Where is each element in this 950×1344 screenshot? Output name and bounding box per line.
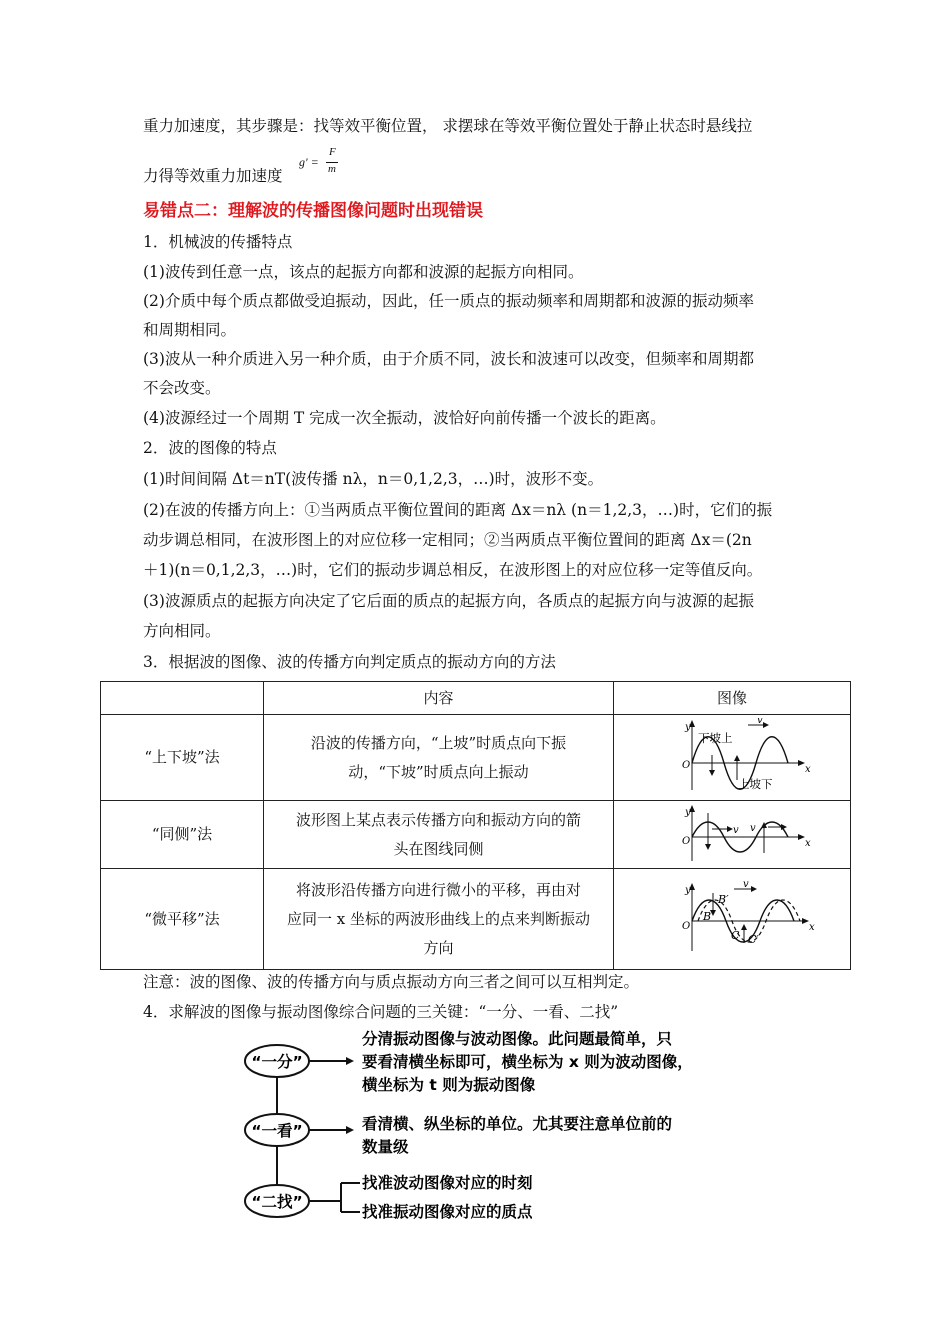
y-label: y <box>685 806 691 818</box>
point-c-label: C <box>731 929 740 942</box>
item1-p2-l1: (2)介质中每个质点都做受迫振动，因此，任一质点的振动频率和周期都和波源的振动频率 <box>143 292 754 310</box>
table-row <box>101 715 851 801</box>
node-one-split-label: “一分” <box>251 1053 303 1071</box>
item2-p1: (1)时间间隔 Δt＝nT(波传播 nλ，n＝0,1,2,3，…)时，波形不变。 <box>143 470 604 488</box>
v-label: v <box>743 879 749 890</box>
item2-p3-l2: 方向相同。 <box>143 622 221 640</box>
text1-line2: 要看清横坐标即可，横坐标为 x 则为波动图像， <box>362 1053 693 1071</box>
y-label: y <box>685 721 691 733</box>
text1-line3: 横坐标为 t 则为振动图像 <box>362 1076 536 1094</box>
arrow-head <box>346 1057 354 1065</box>
x-label: x <box>805 763 811 775</box>
content-line: 波形图上某点表示传播方向和振动方向的箭 <box>295 810 581 829</box>
section-heading: 易错点二：理解波的传播图像问题时出现错误 <box>143 201 483 221</box>
three-keys-diagram <box>236 1026 736 1232</box>
item3-title: 3．根据波的图像、波的传播方向判定质点的振动方向的方法 <box>143 653 556 671</box>
item4-title: 4．求解波的图像与振动图像综合问题的三关键：“一分、一看、二找” <box>143 1003 619 1021</box>
vibration-arrow-head <box>761 822 767 828</box>
table-row <box>101 869 851 970</box>
x-axis-arrow <box>798 834 805 840</box>
velocity-arrow-head <box>751 886 757 892</box>
content-line: 头在图线同侧 <box>393 839 484 858</box>
upslope-label: 上坡下 <box>738 776 773 791</box>
velocity-arrow-head <box>763 722 769 728</box>
x-axis-arrow <box>802 918 809 924</box>
header-cell-empty <box>101 682 264 715</box>
method-content <box>264 869 614 970</box>
content-line: 应同一 x 坐标的两波形曲线上的点来判断振动 <box>287 909 590 928</box>
method-content <box>264 715 614 801</box>
note-line: 注意：波的图像、波的传播方向与质点振动方向三者之间可以互相判定。 <box>143 973 640 991</box>
method-table <box>100 681 851 970</box>
node-one-look-label: “一看” <box>251 1122 303 1140</box>
origin-label: O <box>682 921 691 932</box>
method-name: “微平移”法 <box>101 869 264 970</box>
origin-label: O <box>682 835 691 847</box>
x-label: x <box>805 837 811 849</box>
formula-lhs: g' = <box>299 155 319 169</box>
figure-slope-method <box>614 715 851 801</box>
slope-method-wave-figure <box>626 718 838 798</box>
item1-p2-l2: 和周期相同。 <box>143 321 237 339</box>
content-line: 动，“下坡”时质点向上振动 <box>348 762 529 781</box>
item1-p3-l1: (3)波从一种介质进入另一种介质，由于介质不同，波长和波速可以改变，但频率和周期都 <box>143 350 754 368</box>
node-two-find-label: “二找” <box>251 1193 303 1211</box>
header-cell-content: 内容 <box>264 682 614 715</box>
item2-p2-l3: ＋1)(n＝0,1,2,3，…)时，它们的振动步调总相反，在波形图上的对应位移一定等值反向。 <box>143 561 763 579</box>
formula-numerator: F <box>329 146 336 158</box>
shift-method-wave-figure <box>626 879 838 959</box>
content-line: 沿波的传播方向，“上坡”时质点向下振 <box>310 733 567 752</box>
x-label: x <box>809 922 815 933</box>
text1-line1: 分清振动图像与波动图像。此问题最简单，只 <box>362 1030 673 1048</box>
item1-title: 1．机械波的传播特点 <box>143 233 293 251</box>
formula-denominator: m <box>328 163 336 175</box>
figure-shift-method <box>614 869 851 970</box>
vibration-arrow-head <box>741 924 747 930</box>
content-line: 方向 <box>423 938 454 957</box>
point-c-prime-label: C′ <box>748 933 759 946</box>
method-name: “同侧”法 <box>101 801 264 869</box>
v-label: v <box>750 822 756 834</box>
y-label: y <box>685 885 691 896</box>
point-b-prime-label: B′ <box>718 893 729 906</box>
v-label: v <box>757 717 763 726</box>
intro-line-2: 力得等效重力加速度 <box>143 167 283 185</box>
item2-p3-l1: (3)波源质点的起振方向决定了它后面的质点的起振方向，各质点的起振方向与波源的起振 <box>143 592 754 610</box>
text2-line1: 看清横、纵坐标的单位。尤其要注意单位前的 <box>362 1115 673 1133</box>
point-b-label: B <box>703 910 712 923</box>
down-arrow-head <box>709 770 715 776</box>
up-arrow-head <box>734 755 740 761</box>
origin-label: O <box>682 759 691 771</box>
text3a: 找准波动图像对应的时刻 <box>362 1174 533 1192</box>
header-cell-figure: 图像 <box>614 682 851 715</box>
text2-line2: 数量级 <box>362 1138 409 1156</box>
table-row <box>101 801 851 869</box>
v-label: v <box>733 824 739 836</box>
intro-line-1: 重力加速度，其步骤是：找等效平衡位置， 求摆球在等效平衡位置处于静止状态时悬线拉 <box>143 117 753 135</box>
item1-p4: (4)波源经过一个周期 T 完成一次全振动，波恰好向前传播一个波长的距离。 <box>143 409 666 427</box>
content-line: 将波形沿传播方向进行微小的平移，再由对 <box>295 880 581 899</box>
same-side-wave-figure <box>626 803 838 867</box>
table-header-row <box>101 682 851 715</box>
item2-title: 2．波的图像的特点 <box>143 439 277 457</box>
vibration-arrow-head <box>705 844 711 850</box>
figure-same-side-method <box>614 801 851 869</box>
item2-p2-l2: 动步调总相同，在波形图上的对应位移一定相同；②当两质点平衡位置间的距离 Δx＝(2n <box>143 531 752 549</box>
arrow-head <box>346 1126 354 1134</box>
method-name: “上下坡”法 <box>101 715 264 801</box>
downslope-label: 下坡上 <box>698 730 733 745</box>
item1-p3-l2: 不会改变。 <box>143 379 221 397</box>
text3b: 找准振动图像对应的质点 <box>362 1203 533 1221</box>
item2-p2-l1: (2)在波的传播方向上：①当两质点平衡位置间的距离 Δx＝nλ (n＝1,2,3，…)时，它们的振 <box>143 501 773 519</box>
item1-p1: (1)波传到任意一点，该点的起振方向都和波源的起振方向相同。 <box>143 263 584 281</box>
x-axis-arrow <box>798 760 805 766</box>
method-content <box>264 801 614 869</box>
